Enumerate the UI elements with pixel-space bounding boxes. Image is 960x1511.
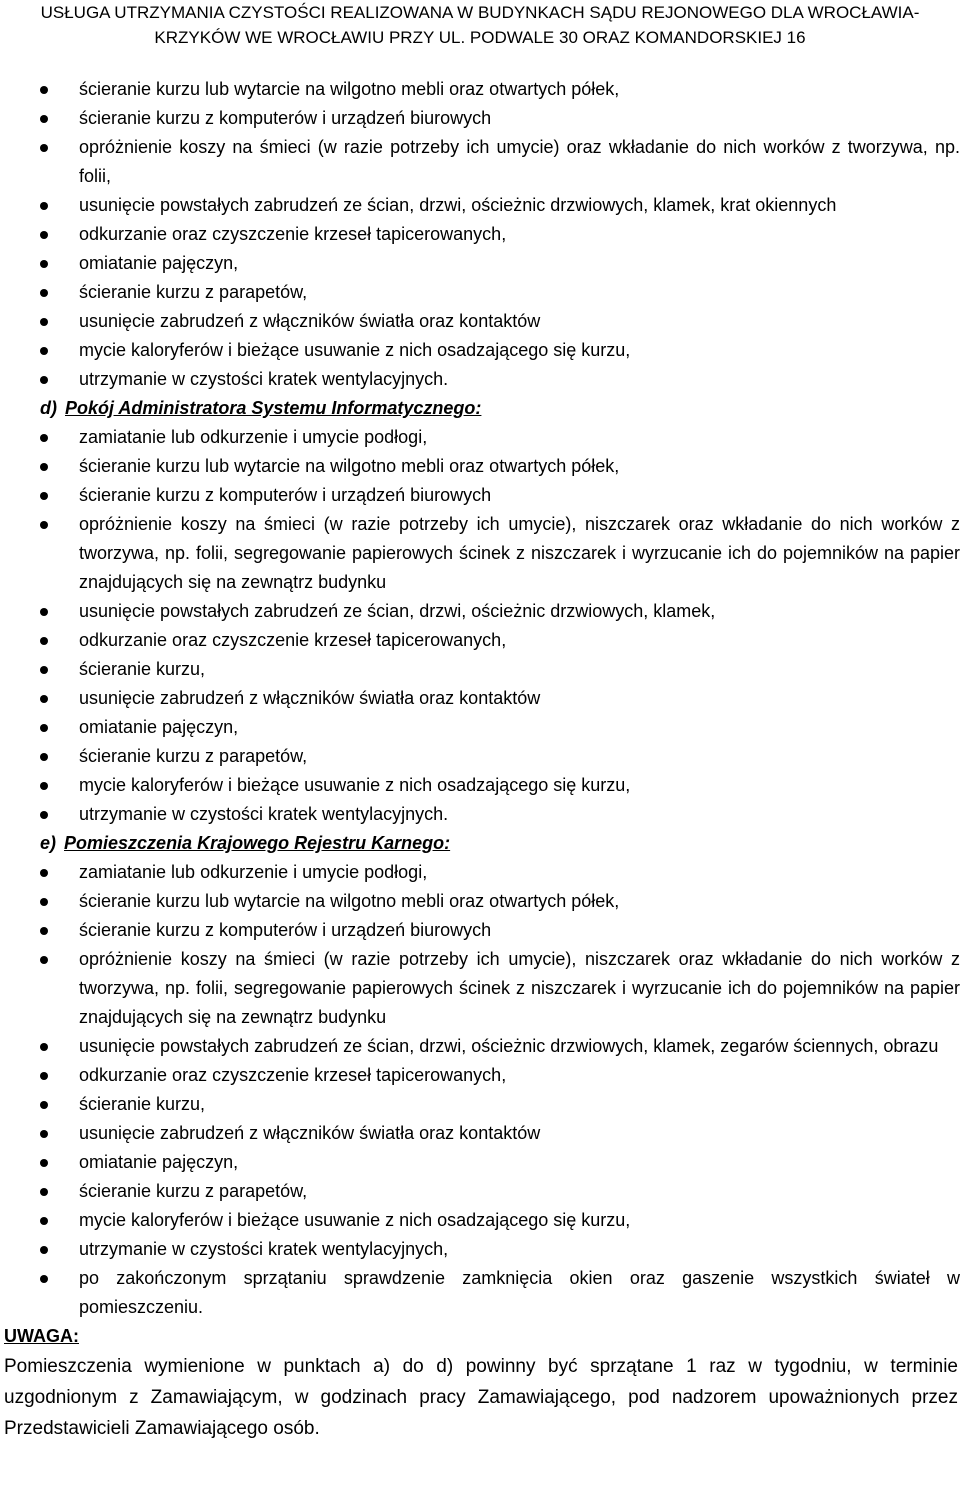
list-item: ścieranie kurzu z komputerów i urządzeń biurowych [0, 916, 960, 945]
section-d-task-list [0, 423, 960, 829]
task-list-top [0, 75, 960, 394]
list-item: opróżnienie koszy na śmieci (w razie potrzeby ich umycie), niszczarek oraz wkładanie do nich worków z tworzywa, np. folii, segregowanie papierowych ścinek z niszczarek i wyrzucanie ich do pojemników na papier znajdujących się na zewnątrz budynku [0, 945, 960, 1032]
list-item: zamiatanie lub odkurzenie i umycie podłogi, [0, 858, 960, 887]
header-line-2: KRZYKÓW WE WROCŁAWIU PRZY UL. PODWALE 30 ORAZ KOMANDORSKIEJ 16 [154, 28, 806, 47]
section-e-task-list [0, 858, 960, 1322]
page-header [0, 0, 960, 50]
list-item: usunięcie zabrudzeń z włączników światła oraz kontaktów [0, 1119, 960, 1148]
list-item: mycie kaloryferów i bieżące usuwanie z nich osadzającego się kurzu, [0, 771, 960, 800]
list-item: omiatanie pajęczyn, [0, 1148, 960, 1177]
list-item: usunięcie zabrudzeń z włączników światła oraz kontaktów [0, 307, 960, 336]
list-item: ścieranie kurzu lub wytarcie na wilgotno mebli oraz otwartych półek, [0, 75, 960, 104]
note-text: Pomieszczenia wymienione w punktach a) do d) powinny być sprzątane 1 raz w tygodniu, w terminie uzgodnionym z Zamawiającym, w godzinach pracy Zamawiającego, pod nadzorem upoważnionych przez Przedstawicieli Zamawiającego osób. [4, 1356, 958, 1439]
list-item: odkurzanie oraz czyszczenie krzeseł tapicerowanych, [0, 1061, 960, 1090]
note-label: UWAGA: [4, 1326, 79, 1346]
list-item: utrzymanie w czystości kratek wentylacyjnych, [0, 1235, 960, 1264]
list-item: odkurzanie oraz czyszczenie krzeseł tapicerowanych, [0, 220, 960, 249]
list-item: ścieranie kurzu lub wytarcie na wilgotno mebli oraz otwartych półek, [0, 887, 960, 916]
section-e-heading [0, 829, 960, 858]
header-line-1: USŁUGA UTRZYMANIA CZYSTOŚCI REALIZOWANA W BUDYNKACH SĄDU REJONOWEGO DLA WROCŁAWIA- [40, 3, 920, 22]
list-item: utrzymanie w czystości kratek wentylacyjnych. [0, 365, 960, 394]
list-item: zamiatanie lub odkurzenie i umycie podłogi, [0, 423, 960, 452]
list-item: omiatanie pajęczyn, [0, 249, 960, 278]
list-item: utrzymanie w czystości kratek wentylacyjnych. [0, 800, 960, 829]
list-item: ścieranie kurzu, [0, 1090, 960, 1119]
section-d-heading [0, 394, 960, 423]
list-item: mycie kaloryferów i bieżące usuwanie z nich osadzającego się kurzu, [0, 1206, 960, 1235]
list-item: opróżnienie koszy na śmieci (w razie potrzeby ich umycie) oraz wkładanie do nich worków z tworzywa, np. folii, [0, 133, 960, 191]
document-body [0, 75, 960, 1444]
list-item: po zakończonym sprzątaniu sprawdzenie zamknięcia okien oraz gaszenie wszystkich świateł w pomieszczeniu. [0, 1264, 960, 1322]
list-item: opróżnienie koszy na śmieci (w razie potrzeby ich umycie), niszczarek oraz wkładanie do nich worków z tworzywa, np. folii, segregowanie papierowych ścinek z niszczarek i wyrzucanie ich do pojemników na papier znajdujących się na zewnątrz budynku [0, 510, 960, 597]
list-item: ścieranie kurzu z parapetów, [0, 1177, 960, 1206]
list-item: usunięcie powstałych zabrudzeń ze ścian, drzwi, ościeżnic drzwiowych, klamek, krat okiennych [0, 191, 960, 220]
list-item: ścieranie kurzu z parapetów, [0, 742, 960, 771]
section-e-title: Pomieszczenia Krajowego Rejestru Karnego: [64, 833, 451, 853]
section-d-title: Pokój Administratora Systemu Informatycznego: [65, 398, 482, 418]
list-item: usunięcie powstałych zabrudzeń ze ścian, drzwi, ościeżnic drzwiowych, klamek, [0, 597, 960, 626]
list-item: ścieranie kurzu z parapetów, [0, 278, 960, 307]
section-e-label: e) [40, 833, 57, 853]
list-item: ścieranie kurzu, [0, 655, 960, 684]
list-item: ścieranie kurzu z komputerów i urządzeń biurowych [0, 481, 960, 510]
section-d-label: d) [40, 398, 57, 418]
list-item: usunięcie zabrudzeń z włączników światła oraz kontaktów [0, 684, 960, 713]
list-item: mycie kaloryferów i bieżące usuwanie z nich osadzającego się kurzu, [0, 336, 960, 365]
list-item: ścieranie kurzu lub wytarcie na wilgotno mebli oraz otwartych półek, [0, 452, 960, 481]
list-item: odkurzanie oraz czyszczenie krzeseł tapicerowanych, [0, 626, 960, 655]
list-item: usunięcie powstałych zabrudzeń ze ścian, drzwi, ościeżnic drzwiowych, klamek, zegarów ściennych, obrazu [0, 1032, 960, 1061]
list-item: ścieranie kurzu z komputerów i urządzeń biurowych [0, 104, 960, 133]
list-item: omiatanie pajęczyn, [0, 713, 960, 742]
